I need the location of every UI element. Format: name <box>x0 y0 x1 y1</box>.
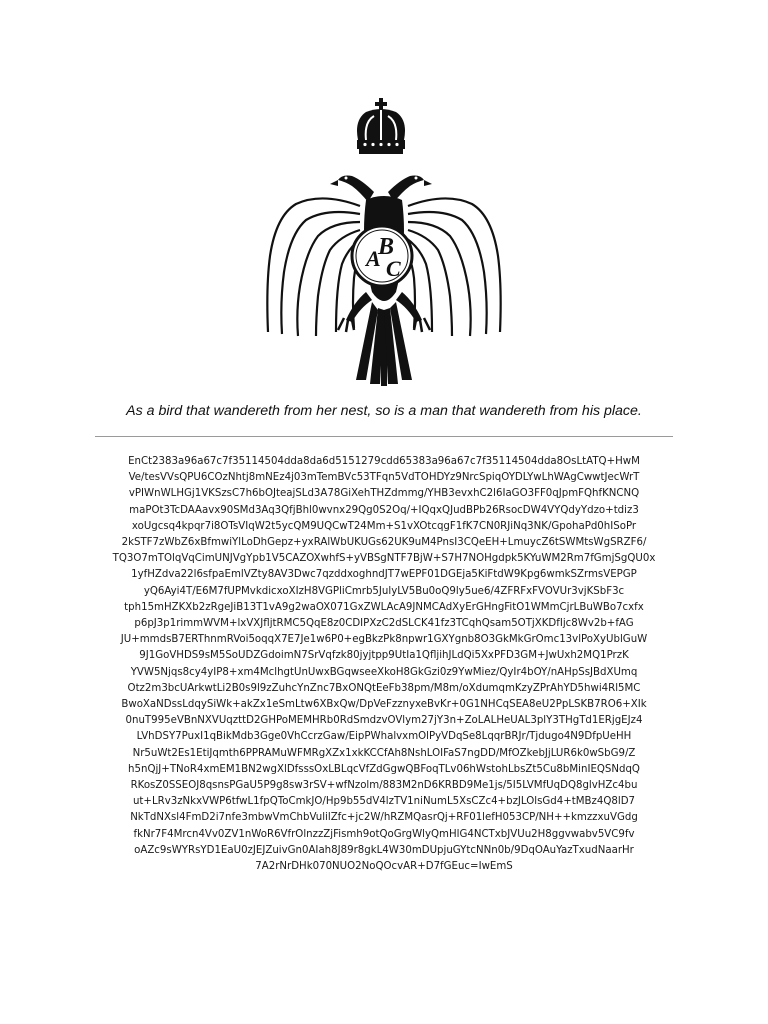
cipher-line: p6pJ3p1rimmWVM+lxVXJfljtRMC5QqE8z0CDIPXzC2dSLCK41fz3TCqhQsam5OTjXKDfIjc8Wv2b+fAG <box>134 618 634 630</box>
crown-icon <box>357 109 405 154</box>
cipher-line: Ve/tesVVsQPU6COzNhtj8mNEz4j03mTemBVc53TFqn5VdTOHDYz9NrcSpiqOYDLYwLhWAgCwwtJecWrT <box>128 472 640 484</box>
motto-caption: As a bird that wandereth from her nest, so is a man that wandereth from his place. <box>126 403 642 419</box>
cipher-line: Nr5uWt2Es1EtiJqmth6PPRAMuWFMRgXZx1xkKCCfAh8NshLOIFaS7ngDD/MfOZkebJjLUR6k0wSbG9/Z <box>132 747 636 759</box>
cipher-line: maPOt3TcDAAavx90SMd3Aq3QfjBhl0wvnx29Qg0S2Oq/+IQqxQJudBPb26RsocDW4VYQdyYdzo+tdiz3 <box>129 504 639 516</box>
cipher-line: ut+LRv3zNkxVWP6tfwL1fpQToCmkJO/Hp9b55dV4lzTV1niNumL5XsCZc4+bzJLOlsGd4+tMBz4Q8lD7 <box>132 796 636 808</box>
cipher-line: 0nuT995eVBnNXVUqzttD2GHPoMEMHRb0RdSmdzvOVlym27jY3n+ZoLALHeUAL3plY3THgTd1ERjgEJz4 <box>125 715 643 727</box>
cipher-line: xoUgcsq4kpqr7i8OTsVIqW2t5ycQM9UQCwT24Mm+S1vXOtcqgF1fK7CN0RJiNq3NK/GpohaPd0hISoPr <box>131 520 637 532</box>
cipher-line: fkNr7F4Mrcn4Vv0ZV1nWoR6VfrOlnzzZjFismh9otQoGrgWlyQmHlG4NCTxbJVUu2H8ggvwabv5VC9fv <box>133 828 635 840</box>
cipher-line: 7A2rNrDHk070NUO2NoQOcvAR+D7fGEuc=IwEmS <box>255 861 513 873</box>
cipher-line: JU+mmdsB7ERThnmRVoi5oqqX7E7Je1w6P0+egBkzPk8npwr1GXYgnb8O3GkMkGrOmc13vlPoXyUblGuW <box>120 634 648 646</box>
crown-cross-icon <box>375 98 387 110</box>
cipher-line: NkTdNXsl4FmD2i7nfe3mbwVmChbVulilZfc+jc2W/hRZMQasrQj+RF01lefH053CP/NH++kmzzxuVGdg <box>130 812 638 824</box>
cipher-line: LVhDSY7PuxI1qBikMdb3Gge0VhCcrzGaw/EipPWhalvxmOlPyVDqSe8LqqrBRJr/Tjdugo4N9DfpUeHH <box>136 731 632 743</box>
cipher-line: Otz2m3bcUArkwtLi2B0s9l9zZuhcYnZnc7BxONQtEeFb38pm/M8m/oXdumqmKzyZPrAhYD5hwi4Rl5MC <box>127 682 641 694</box>
tail-icon <box>356 302 412 386</box>
cipher-line: 1yfHZdva22l6sfpaEmlVZty8AV3Dwc7qzddxoghndJT7wEPF01DGEja5KiFtdW9Kpg6wmkSZrmsVEPGP <box>131 569 637 581</box>
svg-text:B: B <box>378 234 395 260</box>
monogram-seal-icon <box>352 226 412 286</box>
cipher-line: oAZc9sWYRsYD1EaU0zJEJZuivGn0AIah8J89r8gkL4W30mDUpjuGYtcNNn0b/9DqOAuYazTxudNaarHr <box>134 844 634 856</box>
cipher-line: yQ6Ayi4T/E6M7fUPMvkdicxoXIzH8VGPliCmrb5JulyLV5Bu0oQ9ly5ue6/4ZFRFxFVOVUr3vjKSbF3c <box>143 585 625 597</box>
double-headed-eagle-emblem <box>262 96 506 388</box>
cipher-line: RKosZ0SSEOJ8qsnsPGaU5P9g8sw3rSV+wfNzolm/883M2nD6KRBD9Me1js/5I5LVMfUqDQ8glvHZc4bu <box>130 780 638 792</box>
horizontal-divider <box>95 436 673 437</box>
cipher-line: vPIWnWLHGj1VKSzsC7h6bOJteajSLd3A78GiXehTHZdmmg/YHB3evxhC2l6IaGO3FF0qJpmFQhfKNCNQ <box>128 488 640 500</box>
svg-text:C: C <box>386 256 401 281</box>
svg-text:A: A <box>366 246 381 271</box>
cipher-line: tph15mHZKXb2zRgeJiB13T1vA9g2waOX071GxZWLAcA9JNMCAdXyErGHngFitO1WMmCjrLBuWBo7cxfx <box>124 601 644 613</box>
encrypted-text-block <box>40 454 728 875</box>
cipher-line: TQ3O7mTOlqVqCimUNJVgYpb1V5CAZOXwhfS+yVBSgNTF7BjW+S7H7NOHgdpk5KYuWM2Rm7fGmjSgQU0x <box>112 553 656 565</box>
cipher-line: 2kSTF7zWbZ6xBfmwiYlLoDhGepz+yxRAlWbUKUGs62UK9uM4PnsI3CQeEH+LmuycZ6tSWMtsWgSRZF6/ <box>121 537 647 549</box>
cipher-line: YVW5Njqs8cy4yIP8+xm4MclhgtUnUwxBGqwseeXkoH8GkGzi0z9YwMiez/QyIr4bOY/nAHpSsJBdXUmq <box>130 666 638 678</box>
cipher-line: EnCt2383a96a67c7f35114504dda8da6d5151279cdd65383a96a67c7f35114504dda8OsLtATQ+HwM <box>128 456 640 467</box>
cipher-line: BwoXaNDssLdqySiWk+akZx1eSmLtw6XBxQw/DpVeFzznyxeBvKr+0G1NHCqSEA8eU2PpLSKB7RO6+XIk <box>121 699 647 711</box>
cipher-line: 9J1GoVHDS9sM5SoUDZGdoimN7SrVqfzk80jyjtpp9UtIa1QfljihJLdQi5XxPFD3GM+JwUxh2MQ1PrzK <box>139 650 629 662</box>
cipher-line: h5nQjJ+TNoR4xmEM1BN2wgXlDfsssOxLBLqcVfZdGgwQBFoqTLv06hWstohLbsZt5Cu8bMinIEQSNdqQ <box>128 763 640 775</box>
